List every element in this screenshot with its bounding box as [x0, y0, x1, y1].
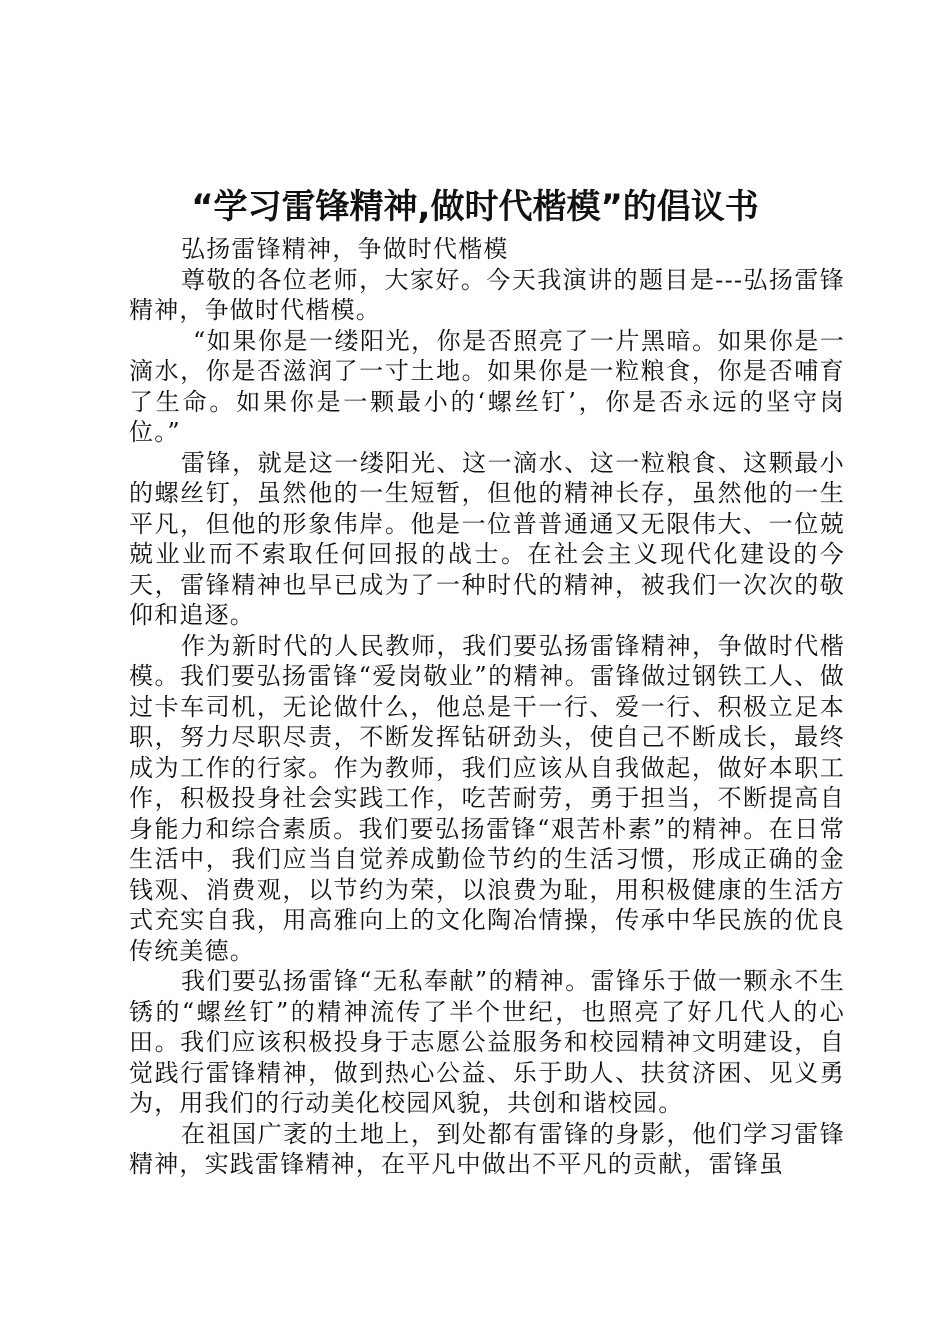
quote-paragraph: “如果你是一缕阳光，你是否照亮了一片黑暗。如果你是一滴水，你是否滋润了一寸土地。如果你是一粒粮食，你是否哺育了生命。如果你是一颗最小的‘螺丝钉’，你是否永远的坚守岗位。”: [129, 326, 845, 446]
body-paragraph: 作为新时代的人民教师，我们要弘扬雷锋精神，争做时代楷模。我们要弘扬雷锋“爱岗敬业”的精神。雷锋做过钢铁工人、做过卡车司机，无论做什么，他总是干一行、爱一行、积极立足本职，努力尽职尽责，不断发挥钻研劲头，使自己不断成长，最终成为工作的行家。作为教师，我们应该从自我做起，做好本职工作，积极投身社会实践工作，吃苦耐劳，勇于担当，不断提高自身能力和综合素质。我们要弘扬雷锋“艰苦朴素”的精神。在日常生活中，我们应当自觉养成勤俭节约的生活习惯，形成正确的金钱观、消费观，以节约为荣，以浪费为耻，用积极健康的生活方式充实自我，用高雅向上的文化陶冶情操，传承中华民族的优良传统美德。: [129, 631, 845, 965]
greeting-paragraph: 尊敬的各位老师，大家好。今天我演讲的题目是---弘扬雷锋精神，争做时代楷模。: [129, 265, 845, 324]
document-title: “学习雷锋精神,做时代楷模”的倡议书: [191, 187, 759, 227]
body-paragraph: 在祖国广袤的土地上，到处都有雷锋的身影，他们学习雷锋精神，实践雷锋精神，在平凡中做出不平凡的贡献，雷锋虽: [129, 1119, 845, 1178]
body-paragraph: 我们要弘扬雷锋“无私奉献”的精神。雷锋乐于做一颗永不生锈的“螺丝钉”的精神流传了半个世纪，也照亮了好几代人的心田。我们应该积极投身于志愿公益服务和校园精神文明建设，自觉践行雷锋精神，做到热心公益、乐于助人、扶贫济困、见义勇为，用我们的行动美化校园风貌，共创和谐校园。: [129, 967, 845, 1117]
body-paragraph: 雷锋，就是这一缕阳光、这一滴水、这一粒粮食、这颗最小的螺丝钉，虽然他的一生短暂，但他的精神长存，虽然他的一生平凡，但他的形象伟岸。他是一位普普通通又无限伟大、一位兢兢业业而不索取任何回报的战士。在社会主义现代化建设的今天，雷锋精神也早已成为了一种时代的精神，被我们一次次的敬仰和追逐。: [129, 448, 845, 629]
subtitle-paragraph: 弘扬雷锋精神，争做时代楷模: [181, 235, 509, 263]
document-body: [129, 234, 845, 1180]
